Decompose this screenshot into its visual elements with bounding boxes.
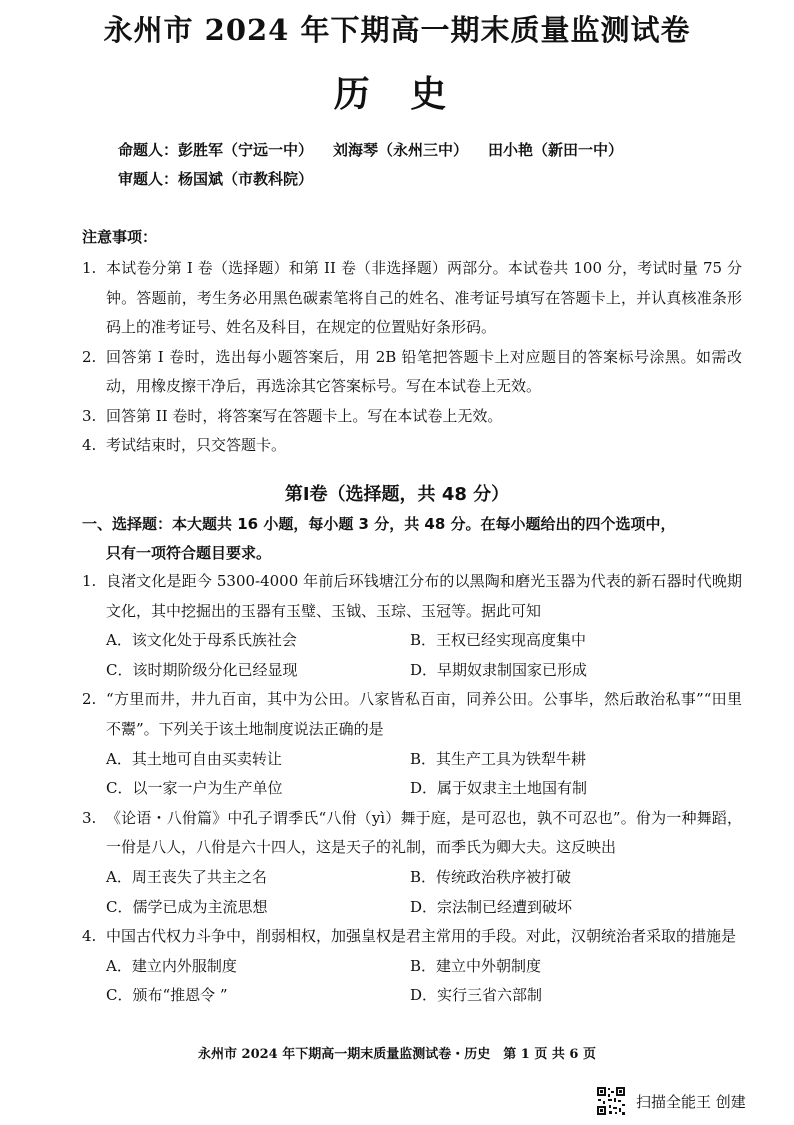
question-stem: 《论语・八佾篇》中孔子谓季氏“八佾（yì）舞于庭，是可忍也，孰不可忍也”。佾为一种舞蹈，一佾是八人，八佾是六十四人，这是天子的礼制，而季氏为卿大夫。这反映出 [106, 808, 742, 857]
setter-3: 田小艳（新田一中） [488, 141, 624, 159]
option-a: A．建立内外服制度 [106, 956, 237, 975]
notice-text: 回答第 I 卷时，选出每小题答案后，用 2B 铅笔把答题卡上对应题目的答案标号涂黑。如需改动，用橡皮擦干净后，再选涂其它答案标号。写在本试卷上无效。 [106, 347, 742, 395]
notice-item [82, 343, 742, 402]
option-b: B．其生产工具为铁犁牛耕 [410, 749, 587, 768]
part-intro-line-1: 一、选择题：本大题共 16 小题，每小题 3 分，共 48 分。在每小题给出的四个选项中， [82, 515, 676, 533]
question-stem: 中国古代权力斗争中，削弱相权，加强皇权是君主常用的手段。对此，汉朝统治者采取的措施是 [106, 927, 737, 946]
option-c: C．以一家一户为生产单位 [106, 779, 283, 798]
question-1 [82, 567, 742, 685]
question-list [82, 567, 742, 1011]
option-c: C．颁布“推恩令 ” [106, 986, 228, 1005]
question-number: 2. [82, 690, 97, 709]
exam-title: 永州市 2024 年下期高一期末质量监测试卷 [103, 13, 691, 47]
scanner-label: 扫描全能王 创建 [636, 1092, 746, 1111]
part-intro-line-2: 只有一项符合题目要求。 [106, 544, 272, 562]
notice-number: 4. [82, 436, 97, 454]
option-b: B．传统政治秩序被打破 [410, 867, 572, 886]
notice-text: 考试结束时，只交答题卡。 [106, 436, 287, 454]
part-intro [82, 510, 742, 568]
question-stem: 良渚文化是距今 5300-4000 年前后环钱塘江分布的以黑陶和磨光玉器为代表的新石器时代晚期文化，其中挖掘出的玉器有玉璧、玉钺、玉琮、玉冠等。据此可知 [106, 572, 742, 620]
option-a: A．其土地可自由买卖转让 [106, 749, 282, 768]
qr-code-icon [596, 1086, 626, 1116]
page-footer: 永州市 2024 年下期高一期末质量监测试卷・历史 第 1 页 共 6 页 [198, 1047, 596, 1062]
question-number: 3. [82, 808, 97, 827]
option-b: B．建立中外朝制度 [410, 956, 542, 975]
reviewer-line [118, 165, 623, 194]
notice-heading: 注意事项： [82, 228, 158, 246]
authors-block [118, 136, 623, 194]
notice-text: 回答第 II 卷时，将答案写在答题卡上。写在本试卷上无效。 [106, 406, 503, 425]
option-a: A．周王丧失了共主之名 [106, 867, 267, 886]
question-2 [82, 685, 742, 803]
subject-title: 历 史 [333, 73, 461, 115]
option-c: C．儒学已成为主流思想 [106, 897, 268, 916]
reviewer-name: 杨国斌（市教科院） [178, 170, 314, 188]
scanner-watermark [596, 1086, 746, 1116]
question-number: 1. [82, 572, 97, 590]
option-d: D．实行三省六部制 [410, 986, 543, 1005]
setters-label: 命题人： [118, 141, 179, 159]
option-d: D．宗法制已经遭到破坏 [410, 897, 573, 916]
option-c: C．该时期阶级分化已经显现 [106, 660, 298, 679]
notice-list [82, 254, 742, 461]
notice-text: 本试卷分第 I 卷（选择题）和第 II 卷（非选择题）两部分。本试卷共 100 分，考试时量 75 分钟。答题前，考生务必用黑色碳素笔将自己的姓名、准考证号填写在答题卡上，并认真核准条形码上的准考证号、姓名及科目，在规定的位置贴好条形码。 [106, 259, 742, 336]
option-a: A．该文化处于母系氏族社会 [106, 631, 297, 650]
question-number: 4. [82, 927, 97, 946]
setter-2: 刘海琴（永州三中） [333, 141, 469, 159]
notice-number: 3. [82, 406, 97, 425]
notice-item [82, 254, 742, 343]
option-b: B．王权已经实现高度集中 [410, 631, 587, 650]
notice-item [82, 431, 742, 461]
option-d: D．属于奴隶主土地国有制 [410, 779, 588, 798]
reviewer-label: 审题人： [118, 170, 179, 188]
notice-item [82, 402, 742, 432]
notice-number: 2. [82, 347, 97, 366]
question-stem: “方里而井，井九百亩，其中为公田。八家皆私百亩，同养公田。公事毕，然后敢治私事”“田里不鬻”。下列关于该土地制度说法正确的是 [106, 690, 742, 738]
question-4 [82, 922, 742, 1011]
setters-line [118, 136, 623, 165]
section-title: 第I卷（选择题，共 48 分） [284, 484, 510, 505]
setter-1: 彭胜军（宁远一中） [178, 141, 314, 159]
notice-number: 1. [82, 259, 97, 277]
option-d: D．早期奴隶制国家已形成 [410, 660, 588, 679]
question-3 [82, 804, 742, 922]
